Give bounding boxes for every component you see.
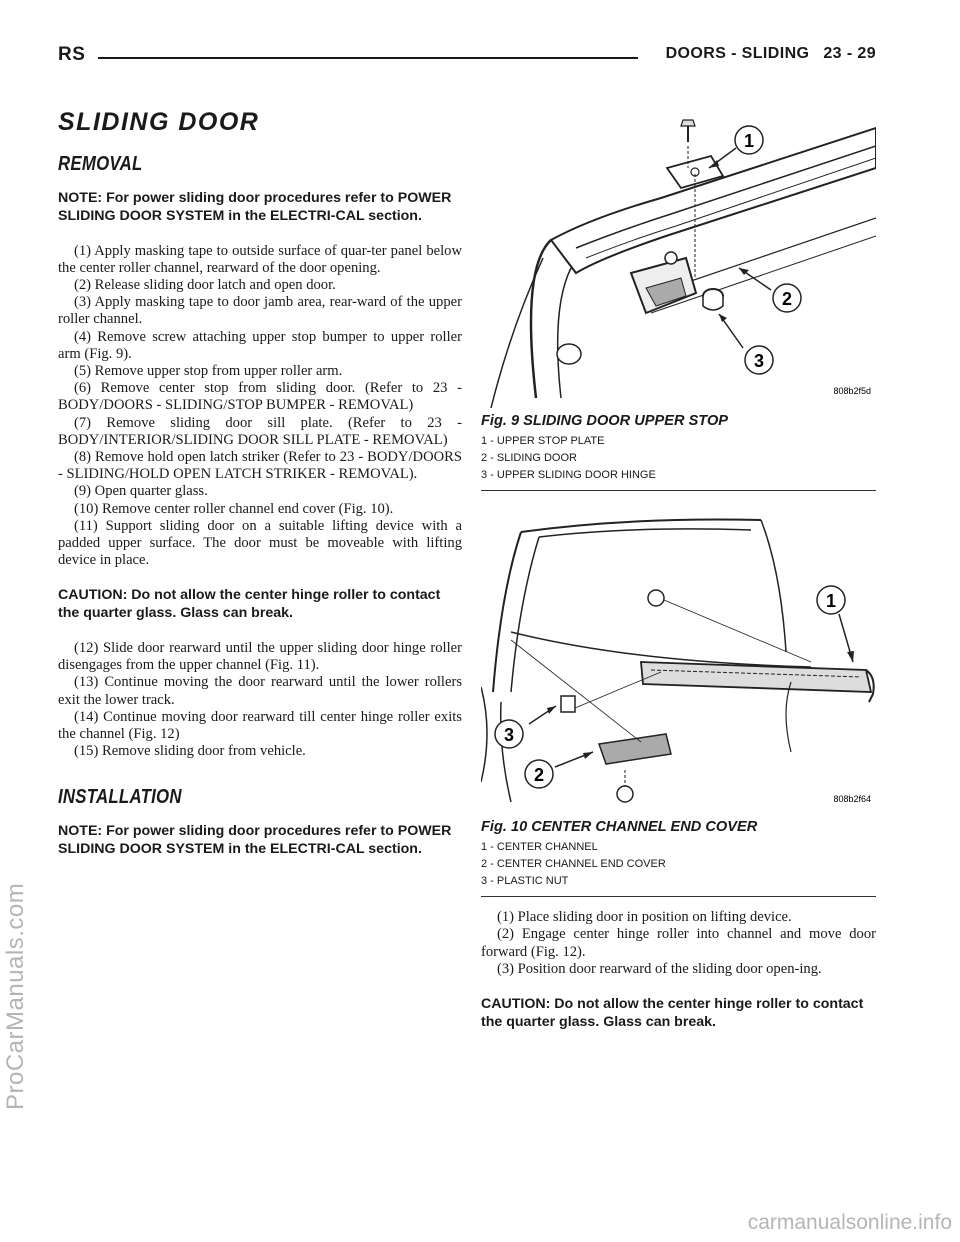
step: (1) Apply masking tape to outside surface of quar-ter panel below the center roller channel, rearward of the door opening. (58, 242, 462, 276)
fig10-code: 808b2f64 (833, 794, 871, 804)
step: (10) Remove center roller channel end cover (Fig. 10). (74, 500, 394, 517)
header-page-number: 23 - 29 (823, 45, 876, 62)
side-watermark: ProCarManuals.com (2, 882, 29, 1110)
step: (11) Support sliding door on a suitable lifting device with a padded upper surface. The door must be moveable with lifting device in place. (58, 517, 462, 569)
page-title: SLIDING DOOR (58, 108, 260, 136)
fig10-legend (481, 839, 876, 890)
left-column (58, 108, 462, 876)
fig9-callout-2: 2 (781, 289, 793, 309)
step: (2) Release sliding door latch and open door. (74, 277, 336, 293)
fig9-illustration (481, 108, 876, 408)
fig10-illustration (481, 512, 876, 808)
fig9-legend (481, 433, 876, 484)
fig10-callout-3: 3 (503, 725, 515, 745)
fig9-rule (481, 490, 876, 491)
step: (8) Remove hold open latch striker (Refer to 23 - BODY/DOORS - SLIDING/HOLD OPEN LATCH STRIKER - REMOVAL). (58, 449, 462, 483)
legend-item: 3 - UPPER SLIDING DOOR HINGE (481, 469, 656, 482)
figure-9 (481, 108, 876, 491)
step: (4) Remove screw attaching upper stop bumper to upper roller arm (Fig. 9). (58, 328, 462, 362)
legend-item: 2 - CENTER CHANNEL END COVER (481, 858, 666, 871)
installation-note: NOTE: For power sliding door procedures refer to POWER SLIDING DOOR SYSTEM in the ELECTRI-CAL section. (58, 823, 452, 858)
fig9-callout-3: 3 (753, 351, 765, 371)
header-left-code: RS (58, 44, 86, 65)
fig10-rule (481, 896, 876, 897)
bottom-watermark: carmanualsonline.info (747, 1211, 952, 1234)
installation-caution: CAUTION: Do not allow the center hinge roller to contact the quarter glass. Glass can break. (481, 996, 864, 1030)
step: (12) Slide door rearward until the upper sliding door hinge roller disengages from the upper channel (Fig. 11). (58, 640, 462, 674)
fig9-code: 808b2f5d (833, 386, 871, 396)
legend-item: 2 - SLIDING DOOR (481, 452, 577, 465)
removal-note: NOTE: For power sliding door procedures refer to POWER SLIDING DOOR SYSTEM in the ELECTRI-CAL section. (58, 190, 452, 224)
step: (6) Remove center stop from sliding door. (Refer to 23 - BODY/DOORS - SLIDING/STOP BUMPER - REMOVAL) (58, 380, 462, 414)
step: (13) Continue moving the door rearward until the lower rollers exit the lower track. (58, 674, 462, 708)
step: (5) Remove upper stop from upper roller arm. (74, 363, 343, 380)
header-right (652, 45, 876, 63)
removal-caution: CAUTION: Do not allow the center hinge roller to contact the quarter glass. Glass can break. (58, 587, 441, 622)
fig10-caption: Fig. 10 CENTER CHANNEL END COVER (481, 819, 758, 836)
page-header (58, 44, 876, 72)
step: (9) Open quarter glass. (74, 483, 208, 500)
installation-heading: INSTALLATION (58, 786, 182, 809)
removal-steps (58, 243, 462, 570)
step: (1) Place sliding door in position on lifting device. (497, 909, 792, 926)
figure-10 (481, 512, 876, 1049)
header-section: DOORS - SLIDING (665, 45, 810, 62)
step: (14) Continue moving door rearward till center hinge roller exits the channel (Fig. 12) (58, 708, 462, 743)
step: (15) Remove sliding door from vehicle. (74, 743, 306, 760)
header-rule (98, 57, 638, 59)
fig9-callout-1: 1 (743, 131, 755, 151)
step: (2) Engage center hinge roller into channel and move door forward (Fig. 12). (481, 926, 876, 960)
legend-item: 3 - PLASTIC NUT (481, 875, 569, 888)
fig10-callout-2: 2 (533, 765, 545, 785)
installation-steps (481, 909, 876, 978)
fig9-caption: Fig. 9 SLIDING DOOR UPPER STOP (481, 413, 729, 430)
step: (3) Apply masking tape to door jamb area, rear-ward of the upper roller channel. (58, 294, 462, 328)
removal-steps-continued (58, 640, 462, 760)
fig10-callout-1: 1 (825, 591, 837, 611)
step: (7) Remove sliding door sill plate. (Refer to 23 - BODY/INTERIOR/SLIDING DOOR SILL PLATE - REMOVAL) (58, 414, 462, 448)
removal-heading: REMOVAL (58, 153, 143, 175)
legend-item: 1 - UPPER STOP PLATE (481, 435, 605, 448)
legend-item: 1 - CENTER CHANNEL (481, 841, 598, 854)
step: (3) Position door rearward of the sliding door open-ing. (497, 960, 822, 977)
